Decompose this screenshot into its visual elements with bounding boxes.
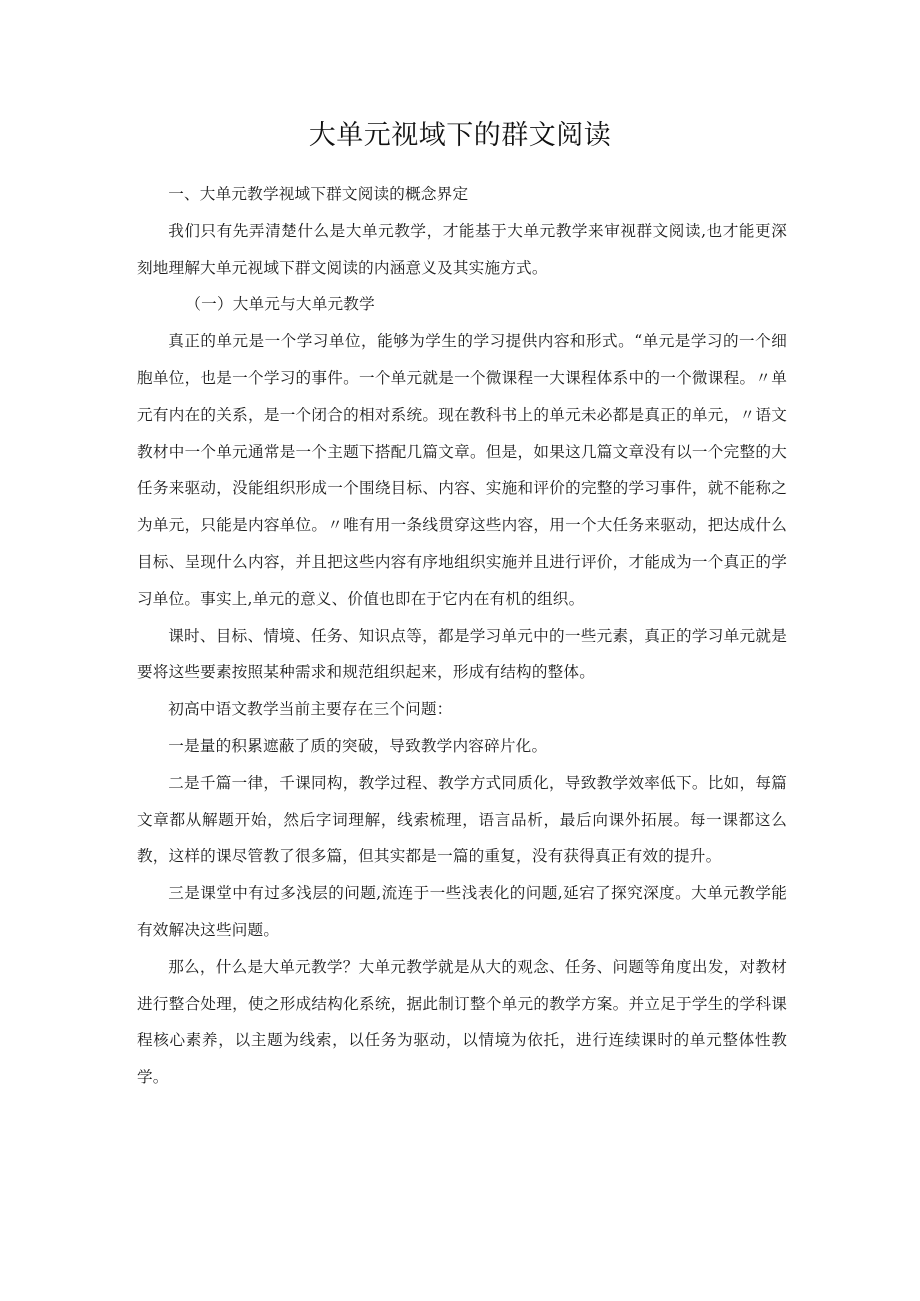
section-heading: 一、大单元教学视域下群文阅读的概念界定 [168, 185, 469, 203]
paragraph: 二是千篇一律，千课同构，教学过程、教学方式同质化，导致教学效率低下。比如，每篇文章都从解题开始，然后字词理解，线索梳理，语言品析，最后向课外拓展。每一课都这么教，这样的课尽管教了很多篇，但其实都是一篇的重复，没有获得真正有效的提升。 [137, 773, 787, 866]
subsection-heading: （一）大单元与大单元教学 [185, 295, 375, 314]
document-title: 大单元视域下的群文阅读 [308, 120, 612, 151]
paragraph: 一是量的积累遮蔽了质的突破，导致教学内容碎片化。 [168, 736, 548, 755]
paragraph: 初高中语文教学当前主要存在三个问题： [168, 700, 453, 719]
paragraph: 我们只有先弄清楚什么是大单元教学，才能基于大单元教学来审视群文阅读,也才能更深刻地理解大单元视域下群文阅读的内涵意义及其实施方式。 [137, 221, 787, 277]
paragraph: 真正的单元是一个学习单位，能够为学生的学习提供内容和形式。“单元是学习的一个细胞单位，也是一个学习的事件。一个单元就是一个微课程一大课程体系中的一个微课程。〃单元有内在的关系，是一个闭合的相对系统。现在教科书上的单元未必都是真正的单元，〃语文教材中一个单元通常是一个主题下搭配几篇文章。但是，如果这几篇文章没有以一个完整的大任务来驱动，没能组织形成一个围绕目标、内容、实施和评价的完整的学习事件，就不能称之为单元，只能是内容单位。〃唯有用一条线贯穿这些内容，用一个大任务来驱动，把达成什么目标、呈现什么内容，并且把这些内容有序地组织实施并且进行评价，才能成为一个真正的学习单位。事实上,单元的意义、价值也即在于它内在有机的组织。 [137, 332, 787, 608]
document-body [137, 176, 787, 1096]
paragraph: 那么，什么是大单元教学？大单元教学就是从大的观念、任务、问题等角度出发，对教材进行整合处理，使之形成结构化系统，据此制订整个单元的教学方案。并立足于学生的学科课程核心素养，以主题为线索，以任务为驱动，以情境为依托，进行连续课时的单元整体性教学。 [137, 957, 787, 1087]
paragraph: 课时、目标、情境、任务、知识点等，都是学习单元中的一些元素，真正的学习单元就是要将这些要素按照某种需求和规范组织起来，形成有结构的整体。 [137, 626, 787, 682]
paragraph: 三是课堂中有过多浅层的问题,流连于一些浅表化的问题,延宕了探究深度。大单元教学能有效解决这些问题。 [137, 884, 787, 939]
